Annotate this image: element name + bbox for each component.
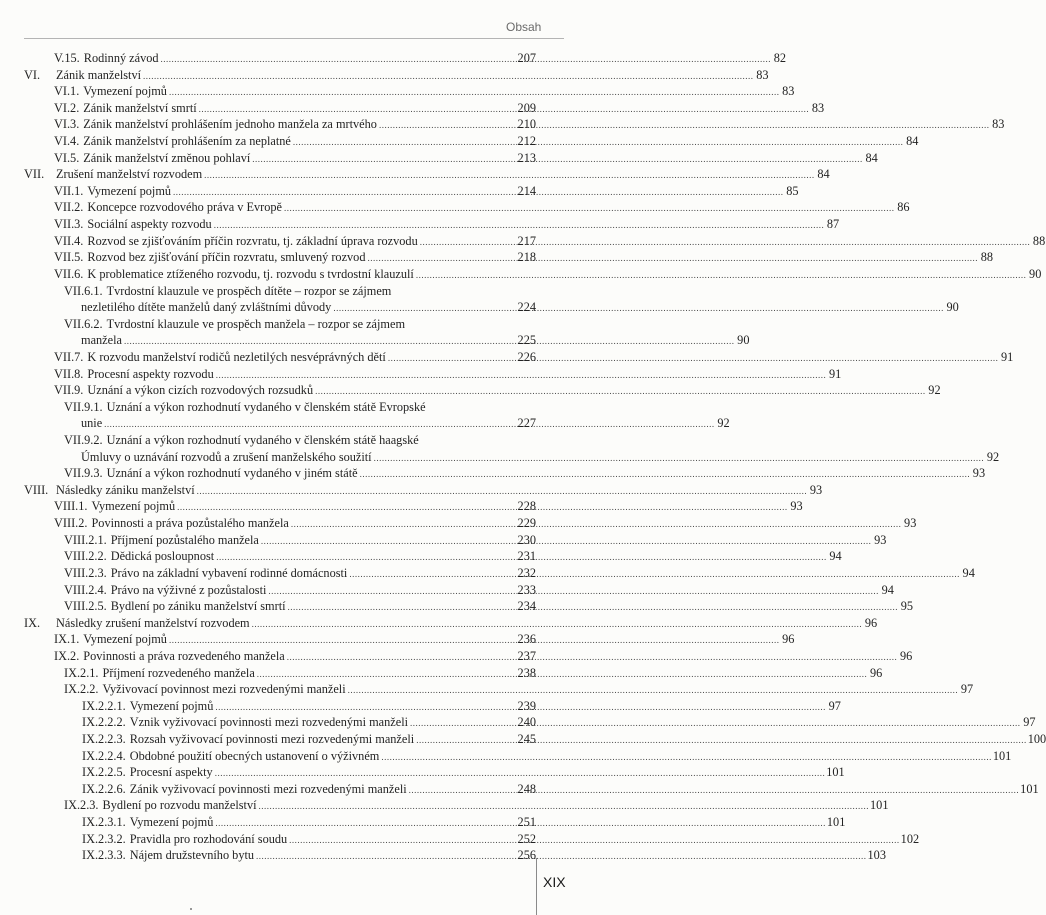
toc-entry-continuation [0,449,1000,466]
toc-entry-page: 93 [809,482,823,497]
page-number: XIX [543,874,566,890]
toc-entry-page: 97 [1023,715,1036,730]
toc-entry-title: Nájem družstevního bytu [129,848,255,863]
toc-entry-number: VIII.1. [54,499,88,514]
toc-entry [0,183,799,200]
dot-leader [288,599,899,616]
toc-entry-page: 93 [972,466,986,481]
toc-entry-page: 84 [906,134,919,149]
dot-leader [381,749,992,766]
toc-entry [0,847,886,864]
toc-entry [0,116,1005,133]
toc-entry-number: VII. [24,167,45,182]
table-of-contents [0,50,1046,864]
toc-entry [0,665,883,682]
dot-leader [287,649,898,666]
toc-entry-secondary-page: 232 [517,565,536,580]
toc-entry-secondary-page: 234 [517,599,536,614]
toc-entry-title: Úmluvy o uznávání rozvodů a zrušení manželského soužití [81,449,372,464]
dot-leader [124,333,735,350]
toc-entry-title: unie [81,416,103,431]
toc-entry-secondary-page: 207 [517,51,536,65]
toc-entry-number: VII.5. [54,250,84,265]
toc-entry-title: Koncepce rozvodového práva v Evropě [87,200,282,215]
dot-leader [268,583,879,600]
toc-entry-number: VI.2. [54,100,80,115]
toc-entry-page: 96 [899,648,913,663]
toc-entry [0,764,845,781]
toc-entry-page: 88 [1032,233,1046,248]
toc-entry-secondary-page: 226 [517,349,536,364]
toc-entry [0,714,1036,731]
toc-entry-title: Právo na výživné z pozůstalosti [110,582,267,597]
toc-entry-continuation [0,299,959,316]
toc-entry-page: 96 [782,632,795,647]
header-rule [24,38,564,39]
toc-entry-number: IX.2.2. [64,682,99,697]
toc-entry-number: VI.5. [54,150,80,165]
toc-entry-page: 88 [980,250,993,265]
toc-entry-title: Rozvod se zjišťováním příčin rozvratu, tj. základní úprava rozvodu [87,233,418,248]
toc-entry-title: Vymezení pojmů [83,84,167,99]
toc-entry-secondary-page: 225 [517,333,536,348]
toc-entry-secondary-page: 245 [517,731,536,746]
toc-entry-page: 83 [782,84,795,99]
toc-entry-number: V.15. [54,51,80,65]
toc-entry-number: IX.2.2.6. [82,781,126,796]
toc-entry [0,150,878,167]
toc-entry-secondary-page: 209 [517,100,536,115]
toc-entry [0,615,878,632]
toc-entry-page: 101 [992,748,1012,763]
toc-entry-title: Zánik manželství [56,67,142,82]
toc-entry-page: 97 [960,682,974,697]
toc-entry-page: 93 [904,516,917,531]
dot-leader [177,499,788,516]
toc-entry-title: Zrušení manželství rozvodem [56,167,203,182]
toc-entry [0,631,795,648]
toc-entry-page: 82 [773,51,787,65]
toc-entry-page: 84 [865,150,878,165]
toc-entry-number: VII.6.1. [64,283,103,298]
toc-entry-title: Pravidla pro rozhodování soudu [129,831,288,846]
toc-entry-title: Vymezení pojmů [91,499,176,514]
toc-entry [0,548,842,565]
toc-entry [0,814,846,831]
toc-entry [0,283,600,300]
toc-entry-secondary-page: 240 [517,715,536,730]
toc-entry-title: Vyživovací povinnost mezi rozvedenými manželi [102,682,346,697]
toc-entry-secondary-page: 239 [517,698,536,713]
dot-leader [315,383,926,400]
toc-entry [0,582,894,599]
toc-entry-title: Sociální aspekty rozvodu [87,217,212,232]
dot-leader [259,798,870,815]
dot-leader [410,715,1021,732]
toc-entry-title: Obdobné použití obecných ustanovení o výživném [129,748,380,763]
toc-entry-page: 90 [737,333,750,348]
toc-entry [0,831,920,848]
toc-entry-number: VI.4. [54,134,80,149]
dot-leader [197,483,808,500]
toc-entry-secondary-page: 252 [517,831,536,846]
toc-entry-number: IX.2.1. [64,665,99,680]
toc-entry-secondary-page: 251 [517,815,536,830]
toc-entry-title: Uznání a výkon rozhodnutí vydaného v členském státě haagské [106,433,419,448]
toc-entry-title: Uznání a výkon rozhodnutí vydaného v jiném státě [106,466,358,481]
toc-entry-page: 97 [828,698,841,713]
toc-entry-title: Zánik vyživovací povinnosti mezi rozvedenými manželi [129,781,407,796]
toc-entry [0,216,840,233]
toc-entry-title: Rozsah vyživovací povinnosti mezi rozvedenými manželi [129,731,415,746]
toc-entry-secondary-page: 237 [517,648,536,663]
toc-entry-title: nezletilého dítěte manželů daný zvláštními důvody [81,300,332,315]
toc-entry-secondary-page: 213 [517,150,536,165]
dot-leader [104,416,715,433]
dot-leader [289,832,900,849]
toc-entry-number: VIII.2.2. [64,549,107,564]
print-speck [190,908,192,910]
dot-leader [416,267,1027,284]
toc-entry-title: Vymezení pojmů [87,183,172,198]
toc-entry [0,598,914,615]
toc-entry-title: Povinnosti a práva rozvedeného manžela [83,648,285,663]
dot-leader [214,217,825,234]
toc-entry-number: IX.2.2.3. [82,731,126,746]
toc-entry [0,67,769,84]
dot-leader [409,782,1020,799]
toc-entry [0,648,913,665]
toc-entry-page: 86 [897,200,910,215]
toc-entry-page: 93 [874,532,887,547]
toc-entry-secondary-page: 248 [517,781,536,796]
toc-entry-page: 92 [717,416,730,431]
toc-entry-page: 94 [962,565,975,580]
toc-entry-title: Právo na základní vybavení rodinné domácnosti [110,565,348,580]
toc-entry-number: IX.2.3.3. [82,848,126,863]
toc-entry-page: 92 [928,383,941,398]
toc-entry [0,349,1014,366]
toc-entry-number: IX.2.2.5. [82,765,126,780]
dot-leader [261,533,872,550]
toc-entry [0,465,986,482]
dot-leader [252,616,863,633]
toc-entry-title: Rozvod bez zjišťování příčin rozvratu, smluvený rozvod [87,250,366,265]
toc-entry-secondary-page: 230 [517,532,536,547]
toc-entry [0,565,975,582]
toc-entry-page: 95 [900,599,914,614]
toc-entry [0,133,919,150]
toc-entry [0,781,1039,798]
toc-entry [0,681,974,698]
toc-entry-number: VIII.2.4. [64,582,107,597]
toc-entry-page: 100 [1027,731,1046,746]
toc-entry-title: Zánik manželství smrtí [83,100,197,115]
toc-entry-secondary-page: 233 [517,582,536,597]
toc-entry [0,100,825,117]
toc-entry-secondary-page: 256 [517,848,536,863]
dot-leader [173,184,784,201]
toc-entry-number: VII.9.3. [64,466,103,481]
toc-entry-title: Dědická posloupnost [110,549,215,564]
toc-entry-number: IX.2.2.2. [82,715,126,730]
toc-entry-page: 94 [881,582,894,597]
toc-entry [0,316,600,333]
toc-entry-number: VII.7. [54,349,84,364]
toc-entry [0,532,887,549]
toc-entry-title: Bydlení po rozvodu manželství [102,798,257,813]
toc-entry-page: 83 [811,100,825,115]
dot-leader [333,300,944,317]
toc-entry-page: 102 [900,831,920,846]
toc-entry-title: Vymezení pojmů [129,698,214,713]
dot-leader [215,765,826,782]
toc-entry [0,233,1046,250]
toc-entry-secondary-page: 210 [517,117,536,132]
toc-entry [0,50,787,67]
toc-entry-page: 96 [864,615,878,630]
toc-entry-number: VII.8. [54,366,84,381]
toc-entry-page: 90 [1029,266,1042,281]
dot-leader [349,566,960,583]
toc-entry-page: 90 [946,300,959,315]
toc-entry-number: IX.2.3. [64,798,99,813]
toc-entry-title: Rodinný závod [83,51,159,65]
toc-entry-page: 96 [870,665,883,680]
toc-entry-page: 91 [1001,349,1014,364]
toc-entry-page: 85 [786,183,799,198]
toc-entry [0,166,830,183]
toc-entry-page: 103 [867,848,886,863]
toc-entry-secondary-page: 218 [517,250,536,265]
dot-leader [252,151,863,168]
toc-entry [0,797,889,814]
dot-leader [360,466,971,483]
toc-entry-number: VII.9. [54,383,84,398]
dot-leader [284,200,895,217]
toc-entry-page: 101 [826,765,845,780]
toc-entry-page: 101 [870,798,889,813]
toc-entry-title: Následky zániku manželství [56,482,195,497]
toc-entry-page: 93 [790,499,803,514]
toc-entry-title: Bydlení po zániku manželství smrtí [110,599,286,614]
toc-entry-secondary-page: 229 [517,516,536,531]
toc-entry-number: VI. [24,67,41,82]
toc-entry-title: Příjmení rozvedeného manžela [102,665,255,680]
toc-entry-number: IX.2.2.1. [82,698,126,713]
toc-entry-page: 91 [828,366,842,381]
toc-entry [0,199,910,216]
toc-entry-title: Tvrdostní klauzule ve prospěch manžela – rozpor se zájmem [106,316,406,331]
folio-divider [536,858,537,915]
toc-entry-title: Příjmení pozůstalého manžela [110,532,259,547]
toc-entry [0,399,600,416]
toc-entry-title: Zánik manželství prohlášením za neplatné [83,134,291,149]
toc-entry-secondary-page: 228 [517,499,536,514]
running-header-section: Obsah [506,20,542,34]
toc-entry [0,515,917,532]
toc-entry-number: VIII.2.1. [64,532,107,547]
dot-leader [291,516,902,533]
toc-entry-number: IX.1. [54,632,80,647]
dot-leader [388,350,999,367]
dot-leader [257,666,868,683]
dot-leader [169,632,780,649]
toc-entry-title: K rozvodu manželství rodičů nezletilých nesvéprávných dětí [87,349,386,364]
toc-entry-number: VII.1. [54,183,84,198]
dot-leader [348,682,959,699]
toc-entry-continuation [0,332,750,349]
toc-entry-title: K problematice ztíženého rozvodu, tj. rozvodu s tvrdostní klauzulí [87,266,414,281]
toc-entry-title: Procesní aspekty rozvodu [87,366,214,381]
dot-leader [367,250,978,267]
toc-entry-number: VII.3. [54,217,84,232]
toc-entry-secondary-page: 217 [517,233,536,248]
toc-entry [0,382,941,399]
toc-entry [0,731,1046,748]
toc-entry-number: VII.6.2. [64,316,103,331]
toc-entry-number: IX.2.3.1. [82,815,126,830]
toc-entry-secondary-page: 227 [517,416,536,431]
toc-entry-page: 83 [992,117,1005,132]
toc-entry-number: IX. [24,615,41,630]
toc-entry-continuation [0,415,730,432]
toc-entry-number: VIII.2. [54,516,88,531]
toc-entry-number: VII.9.1. [64,399,103,414]
dot-leader [199,101,810,118]
toc-entry-page: 101 [1020,781,1039,796]
toc-entry-number: VI.3. [54,117,80,132]
toc-entry-title: Vznik vyživovací povinnosti mezi rozvedenými manželi [129,715,409,730]
toc-entry [0,249,993,266]
toc-entry-page: 84 [817,167,830,182]
dot-leader [256,848,867,865]
toc-entry-number: IX.2. [54,648,80,663]
toc-entry-title: Zánik manželství prohlášením jednoho manžela za mrtvého [83,117,377,132]
toc-entry-secondary-page: 236 [517,632,536,647]
dot-leader [143,68,754,85]
dot-leader [379,117,990,134]
toc-entry-number: VIII.2.3. [64,565,107,580]
toc-entry-title: Zánik manželství změnou pohlaví [83,150,251,165]
toc-entry-page: 87 [826,217,840,232]
toc-entry-number: IX.2.3.2. [82,831,126,846]
toc-entry [0,482,823,499]
toc-entry [0,432,600,449]
toc-entry [0,698,841,715]
toc-entry-number: VI.1. [54,84,80,99]
dot-leader [293,134,904,151]
toc-entry-number: VII.9.2. [64,433,103,448]
toc-entry-number: VIII.2.5. [64,599,107,614]
toc-entry-secondary-page: 212 [517,134,536,149]
toc-entry-title: Tvrdostní klauzule ve prospěch dítěte – rozpor se zájmem [106,283,392,298]
toc-entry-page: 94 [829,549,842,564]
dot-leader [216,367,827,384]
toc-entry-page: 83 [756,67,769,82]
toc-entry-title: Uznání a výkon rozhodnutí vydaného v členském státě Evropské [106,399,426,414]
toc-entry [0,748,1012,765]
toc-entry-secondary-page: 214 [517,183,536,198]
toc-entry-secondary-page: 224 [517,300,536,315]
toc-entry-page: 101 [826,815,846,830]
toc-entry [0,83,795,100]
toc-entry-number: VII.4. [54,233,84,248]
dot-leader [161,51,772,68]
toc-entry-title: Vymezení pojmů [129,815,214,830]
dot-leader [374,450,985,467]
toc-entry [0,366,842,383]
toc-entry-number: VIII. [24,482,49,497]
toc-entry-secondary-page: 231 [517,549,536,564]
toc-entry-title: Povinnosti a práva pozůstalého manžela [91,516,289,531]
toc-entry-number: IX.2.2.4. [82,748,126,763]
dot-leader [204,167,815,184]
toc-entry-number: VII.6. [54,266,84,281]
toc-entry-number: VII.2. [54,200,84,215]
toc-entry-title: manžela [81,333,122,348]
toc-entry-secondary-page: 238 [517,665,536,680]
toc-entry-title: Vymezení pojmů [83,632,167,647]
toc-entry-title: Procesní aspekty [129,765,213,780]
toc-entry-page: 92 [986,449,1000,464]
toc-entry [0,266,1042,283]
toc-entry-title: Následky zrušení manželství rozvodem [56,615,250,630]
toc-entry-title: Uznání a výkon cizích rozvodových rozsudků [87,383,314,398]
dot-leader [169,84,780,101]
toc-entry [0,498,803,515]
